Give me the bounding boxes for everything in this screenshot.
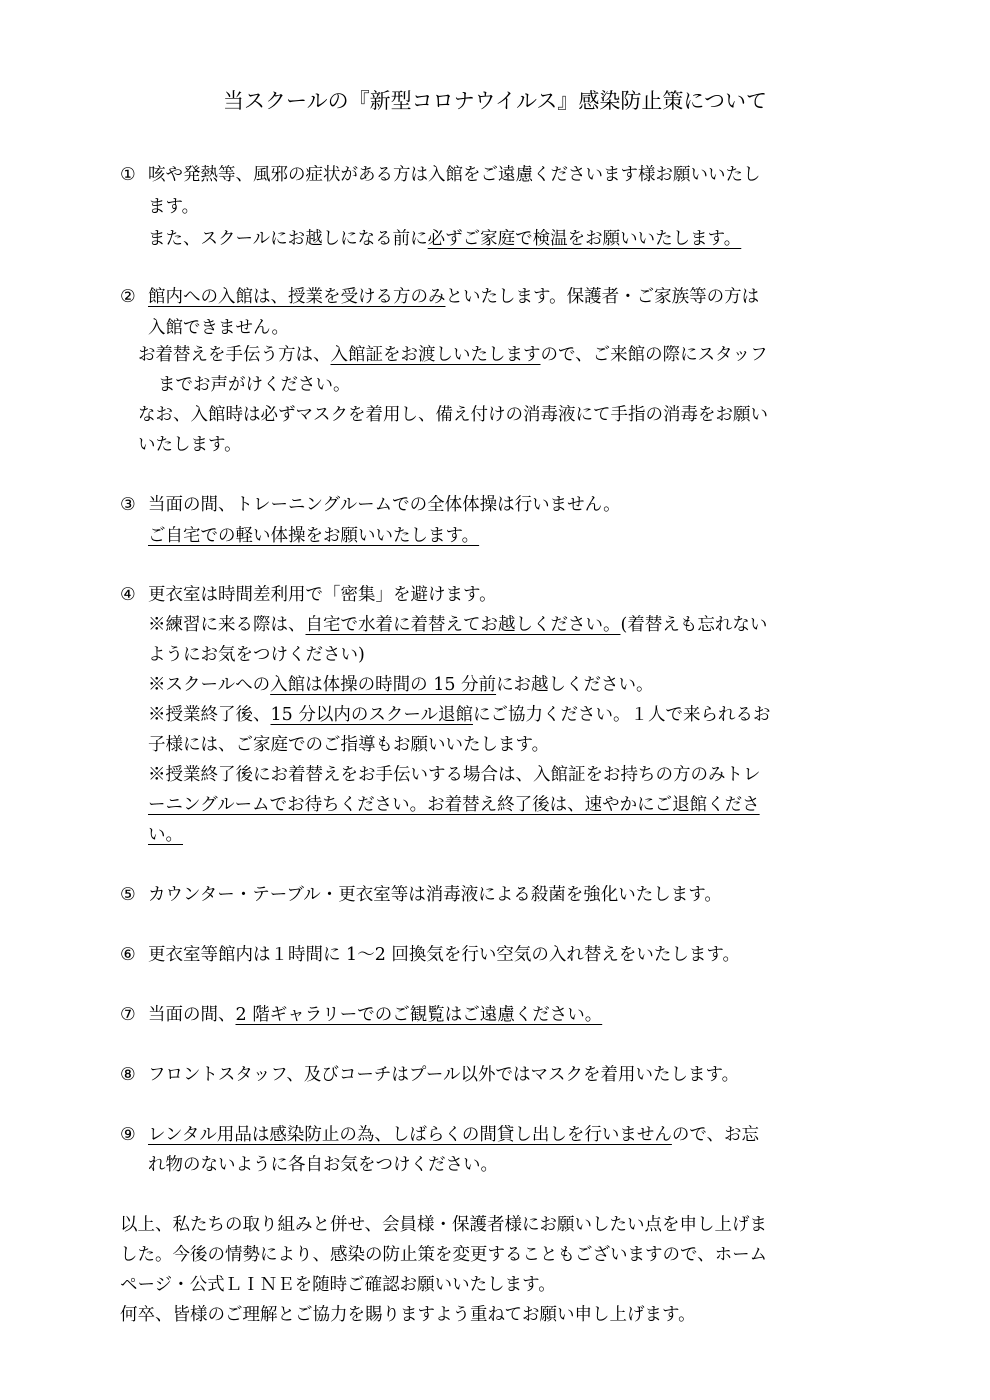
item-2-line-1 — [120, 282, 759, 313]
item-1-underlined-text: 必ずご家庭で検温をお願いいたします。 — [427, 229, 742, 249]
item-2-line-3 — [138, 340, 768, 371]
item-4-underlined-text: 自宅で水着に着替えてお越しください。 — [305, 615, 621, 635]
item-3-number: ③ — [120, 495, 136, 515]
item-3-line-1 — [120, 490, 621, 521]
item-1-number: ① — [120, 165, 136, 185]
item-4-text: (着替えも忘れない — [620, 615, 768, 635]
item-2-underlined-text: 入館証をお渡しいたします — [330, 345, 541, 365]
item-4-number: ④ — [120, 585, 136, 605]
item-8-number: ⑧ — [120, 1065, 136, 1085]
closing-line-1: 以上、私たちの取り組みと併せ、会員様・保護者様にお願いしたい点を申し上げま — [120, 1215, 767, 1235]
item-3-text: 当面の間、トレーニングルームでの全体体操は行いません。 — [148, 495, 621, 515]
item-4-line-4 — [148, 670, 654, 701]
item-7-underlined-text: 2 階ギャラリーでのご観覧はご遠慮ください。 — [235, 1005, 603, 1025]
item-8-line-1 — [120, 1060, 739, 1091]
item-6-text: 更衣室等館内は１時間に 1～2 回換気を行い空気の入れ替えをいたします。 — [148, 945, 740, 965]
item-2-line-5: なお、入館時は必ずマスクを着用し、備え付けの消毒液にて手指の消毒をお願い — [138, 405, 768, 425]
item-4-underlined-text: 15 分以内のスクール退館 — [270, 705, 473, 725]
item-7-line-1 — [120, 1000, 602, 1031]
item-9-number: ⑨ — [120, 1125, 136, 1145]
item-1-text: 咳や発熱等、風邪の症状がある方は入館をご遠慮くださいます様お願いいたし — [148, 165, 761, 185]
item-4-line-2 — [148, 610, 767, 641]
item-4-line-6: 子様には、ご家庭でのご指導もお願いいたします。 — [148, 735, 550, 755]
item-1-line-2: ます。 — [148, 197, 200, 217]
item-9-line-2: れ物のないように各自お気をつけください。 — [148, 1155, 498, 1175]
item-5-text: カウンター・テーブル・更衣室等は消毒液による殺菌を強化いたします。 — [148, 885, 722, 905]
item-9-underlined-text: レンタル用品は感染防止の為、しばらくの間貸し出しを行いません — [148, 1125, 672, 1145]
item-9-line-1 — [120, 1120, 759, 1151]
item-6-number: ⑥ — [120, 945, 136, 965]
item-4-text: にご協力ください。１人で来られるお — [472, 705, 771, 725]
item-7-number: ⑦ — [120, 1005, 136, 1025]
item-1-text: また、スクールにお越しになる前に — [148, 229, 428, 249]
item-6-line-1 — [120, 940, 740, 971]
item-4-line-9: い。 — [148, 825, 183, 845]
item-2-number: ② — [120, 287, 136, 307]
closing-line-2: した。今後の情勢により、感染の防止策を変更することもございますので、ホーム — [120, 1245, 768, 1265]
item-4-line-3: ようにお気をつけください) — [148, 645, 365, 665]
item-4-text: ※授業終了後、 — [148, 705, 271, 725]
item-2-line-4: までお声がけください。 — [158, 375, 351, 395]
item-4-line-8: ーニングルームでお待ちください。お着替え終了後は、速やかにご退館くださ — [148, 795, 760, 815]
item-4-text: ※スクールへの — [148, 675, 271, 695]
item-3-line-2: ご自宅での軽い体操をお願いいたします。 — [148, 526, 480, 546]
closing-line-4: 何卒、皆様のご理解とご協力を賜りますよう重ねてお願い申し上げます。 — [120, 1305, 696, 1325]
item-4-line-5 — [148, 700, 770, 731]
closing-line-3: ページ・公式ＬＩＮＥを随時ご確認お願いいたします。 — [120, 1275, 556, 1295]
item-2-underlined-text: 館内への入館は、授業を受ける方のみ — [148, 287, 446, 307]
document-title: 当スクールの『新型コロナウイルス』感染防止策について — [223, 89, 767, 113]
item-2-line-6: いたします。 — [138, 435, 242, 455]
item-8-text: フロントスタッフ、及びコーチはプール以外ではマスクを着用いたします。 — [148, 1065, 740, 1085]
item-1-line-3 — [148, 224, 741, 255]
item-4-text: にお越しください。 — [496, 675, 654, 695]
item-4-line-7: ※授業終了後にお着替えをお手伝いする場合は、入館証をお持ちの方のみトレ — [148, 765, 761, 785]
item-9-text: ので、お忘 — [671, 1125, 760, 1145]
item-5-number: ⑤ — [120, 885, 136, 905]
item-5-line-1 — [120, 880, 722, 911]
item-4-text: 更衣室は時間差利用で「密集」を避けます。 — [148, 585, 497, 605]
item-2-line-2: 入館できません。 — [148, 318, 290, 338]
item-1-line-1 — [120, 160, 761, 191]
item-2-text: といたします。保護者・ご家族等の方は — [445, 287, 760, 307]
item-4-underlined-text: 入館は体操の時間の 15 分前 — [270, 675, 497, 695]
item-2-text: お着替えを手伝う方は、 — [138, 345, 331, 365]
item-4-line-1 — [120, 580, 497, 611]
item-2-text: ので、ご来館の際にスタッフ — [540, 345, 768, 365]
item-7-text: 当面の間、 — [148, 1005, 236, 1025]
item-4-text: ※練習に来る際は、 — [148, 615, 306, 635]
